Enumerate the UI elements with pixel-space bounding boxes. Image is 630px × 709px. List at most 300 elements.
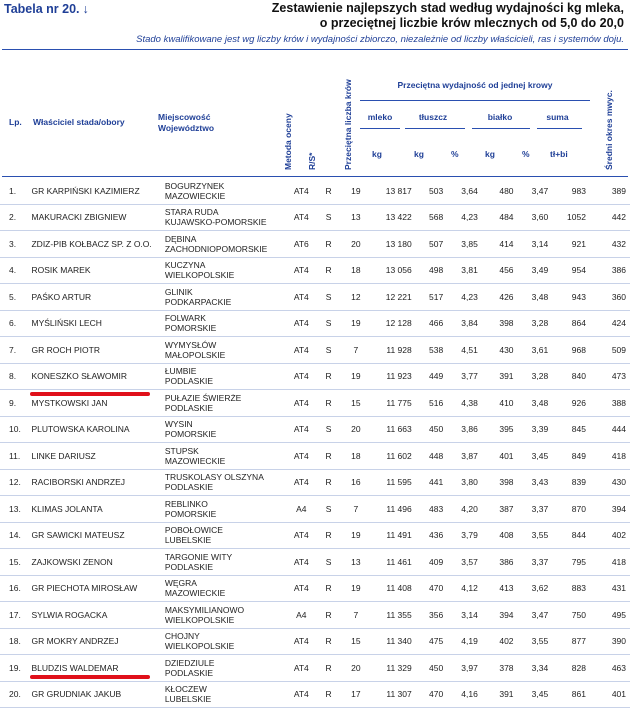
location-voivodeship: PODLASKIE	[164, 482, 214, 493]
table-row	[0, 602, 630, 629]
cell-fat-pct: 4,20	[447, 496, 482, 523]
cell-lact: 495	[590, 602, 630, 629]
cell-milk: 11 496	[372, 496, 416, 523]
cell-cows: 20	[340, 416, 371, 443]
location-town: GLINIK	[164, 286, 193, 297]
col-header-protein-unit-pct: %	[522, 149, 530, 159]
cell-owner: MYŚLIŃSKI LECH	[31, 310, 164, 337]
location-voivodeship: ZACHODNIOPOMORSKIE	[164, 243, 268, 254]
cell-rs: R	[317, 178, 340, 204]
highlight-underline-row-8	[30, 392, 150, 396]
cell-cows: 15	[340, 628, 371, 655]
cell-lact: 432	[590, 231, 630, 258]
data-table	[0, 178, 630, 708]
cell-lact: 418	[590, 443, 630, 470]
cell-location	[165, 231, 286, 258]
cell-sum: 795	[552, 549, 590, 576]
location-voivodeship: MAZOWIECKIE	[164, 190, 226, 201]
col-header-sum: suma	[546, 112, 569, 122]
cell-fat-pct: 4,51	[447, 337, 482, 364]
table-row	[0, 204, 630, 231]
cell-location	[165, 602, 286, 629]
cell-prot-pct: 3,14	[518, 231, 553, 258]
cell-fat-pct: 3,84	[447, 310, 482, 337]
cell-fat-pct: 4,16	[447, 681, 482, 708]
cell-lp: 20.	[0, 681, 31, 708]
cell-prot-pct: 3,34	[518, 655, 553, 682]
col-header-fat-unit-pct: %	[451, 149, 459, 159]
cell-milk: 11 355	[372, 602, 416, 629]
location-town: WYMYSŁÓW	[164, 339, 217, 350]
cell-fat-pct: 4,38	[447, 390, 482, 417]
cell-sum: 864	[552, 310, 590, 337]
table-row	[0, 337, 630, 364]
cell-prot-kg: 484	[482, 204, 518, 231]
cell-prot-kg: 391	[482, 363, 518, 390]
cell-fat-pct: 3,87	[447, 443, 482, 470]
location-voivodeship: KUJAWSKO-POMORSKIE	[164, 217, 267, 228]
cell-sum: 840	[552, 363, 590, 390]
cell-prot-pct: 3,37	[518, 496, 553, 523]
cell-sum: 943	[552, 284, 590, 311]
cell-fat-kg: 450	[416, 416, 447, 443]
cell-sum: 968	[552, 337, 590, 364]
table-row	[0, 496, 630, 523]
col-header-protein: białko	[487, 112, 513, 122]
cell-lp: 1.	[0, 178, 31, 204]
cell-method: AT4	[286, 337, 317, 364]
cell-location	[165, 549, 286, 576]
cell-sum: 926	[552, 390, 590, 417]
cell-lact: 509	[590, 337, 630, 364]
cell-lact: 442	[590, 204, 630, 231]
cell-fat-pct: 4,19	[447, 628, 482, 655]
cell-location	[165, 390, 286, 417]
cell-owner: GR KARPIŃSKI KAZIMIERZ	[31, 178, 164, 204]
cell-sum: 983	[552, 178, 590, 204]
cell-cows: 18	[340, 257, 371, 284]
milk-rule	[360, 128, 400, 129]
cell-cows: 7	[340, 337, 371, 364]
col-header-fat: tłuszcz	[418, 112, 448, 122]
cell-method: A4	[286, 496, 317, 523]
cell-sum: 845	[552, 416, 590, 443]
cell-cows: 19	[340, 522, 371, 549]
cell-rs: R	[317, 681, 340, 708]
cell-prot-pct: 3,45	[518, 443, 553, 470]
cell-fat-kg: 503	[416, 178, 447, 204]
cell-method: AT4	[286, 390, 317, 417]
cell-lact: 388	[590, 390, 630, 417]
cell-sum: 883	[552, 575, 590, 602]
cell-prot-pct: 3,55	[518, 628, 553, 655]
table-row	[0, 257, 630, 284]
col-header-milk-unit: kg	[372, 149, 382, 159]
table-row	[0, 628, 630, 655]
cell-cows: 19	[340, 310, 371, 337]
cell-milk: 13 422	[372, 204, 416, 231]
cell-method: AT4	[286, 178, 317, 204]
cell-rs: R	[317, 363, 340, 390]
cell-prot-kg: 398	[482, 469, 518, 496]
cell-prot-pct: 3,28	[518, 363, 553, 390]
cell-owner: LINKE DARIUSZ	[31, 443, 164, 470]
cell-milk: 12 221	[372, 284, 416, 311]
cell-location	[165, 284, 286, 311]
cell-milk: 11 775	[372, 390, 416, 417]
location-voivodeship: POMORSKIE	[164, 323, 217, 334]
location-town: FOLWARK	[164, 313, 206, 324]
cell-cows: 12	[340, 284, 371, 311]
protein-rule	[472, 128, 530, 129]
cell-milk: 11 923	[372, 363, 416, 390]
highlight-underline-row-19	[30, 675, 150, 679]
cell-lp: 19.	[0, 655, 31, 682]
cell-prot-pct: 3,39	[518, 416, 553, 443]
cell-prot-kg: 386	[482, 549, 518, 576]
cell-location	[165, 522, 286, 549]
table-number	[4, 2, 89, 16]
cell-lp: 2.	[0, 204, 31, 231]
cell-fat-pct: 4,23	[447, 204, 482, 231]
col-header-sum-unit: tł+bi	[550, 149, 568, 159]
table-row	[0, 443, 630, 470]
cell-method: A4	[286, 602, 317, 629]
cell-sum: 844	[552, 522, 590, 549]
cell-sum: 849	[552, 443, 590, 470]
cell-rs: S	[317, 310, 340, 337]
cell-location	[165, 496, 286, 523]
col-header-milk: mleko	[367, 112, 393, 122]
cell-rs: S	[317, 204, 340, 231]
table-row	[0, 469, 630, 496]
cell-fat-pct: 3,57	[447, 549, 482, 576]
cell-lact: 401	[590, 681, 630, 708]
cell-fat-pct: 4,12	[447, 575, 482, 602]
cell-prot-pct: 3,61	[518, 337, 553, 364]
location-town: WYSIN	[164, 419, 193, 430]
cell-cows: 18	[340, 443, 371, 470]
cell-prot-kg: 395	[482, 416, 518, 443]
cell-method: AT4	[286, 363, 317, 390]
cell-lp: 6.	[0, 310, 31, 337]
cell-cows: 7	[340, 602, 371, 629]
location-town: POBOŁOWICE	[164, 525, 223, 536]
table-row	[0, 575, 630, 602]
cell-sum: 828	[552, 655, 590, 682]
cell-fat-kg: 409	[416, 549, 447, 576]
location-voivodeship: PODLASKIE	[164, 667, 214, 678]
cell-prot-kg: 480	[482, 178, 518, 204]
location-town: DZIEDZIULE	[164, 657, 215, 668]
location-voivodeship: WIELKOPOLSKIE	[164, 270, 235, 281]
table-row	[0, 310, 630, 337]
location-town: DĘBINA	[164, 233, 197, 244]
cell-rs: R	[317, 469, 340, 496]
cell-prot-pct: 3,43	[518, 469, 553, 496]
cell-fat-kg: 356	[416, 602, 447, 629]
table-row	[0, 416, 630, 443]
title-line-1: Zestawienie najlepszych stad według wydajności kg mleka,	[271, 1, 624, 15]
cell-location	[165, 655, 286, 682]
col-header-lp: Lp.	[9, 117, 22, 127]
cell-fat-kg: 449	[416, 363, 447, 390]
cell-milk: 13 817	[372, 178, 416, 204]
cell-method: AT4	[286, 655, 317, 682]
cell-lp: 17.	[0, 602, 31, 629]
cell-prot-kg: 378	[482, 655, 518, 682]
location-voivodeship: MAZOWIECKIE	[164, 588, 226, 599]
cell-fat-kg: 436	[416, 522, 447, 549]
cell-milk: 11 340	[372, 628, 416, 655]
cell-method: AT4	[286, 469, 317, 496]
cell-fat-kg: 516	[416, 390, 447, 417]
cell-lact: 418	[590, 549, 630, 576]
cell-fat-kg: 507	[416, 231, 447, 258]
cell-owner: GR MOKRY ANDRZEJ	[31, 628, 164, 655]
col-header-rs: R/S*	[307, 152, 317, 170]
cell-lact: 390	[590, 628, 630, 655]
cell-milk: 13 180	[372, 231, 416, 258]
cell-milk: 12 128	[372, 310, 416, 337]
cell-lact: 431	[590, 575, 630, 602]
cell-method: AT4	[286, 522, 317, 549]
cell-prot-pct: 3,45	[518, 681, 553, 708]
col-header-protein-unit-kg: kg	[485, 149, 495, 159]
cell-fat-kg: 441	[416, 469, 447, 496]
cell-prot-kg: 413	[482, 575, 518, 602]
cell-lp: 12.	[0, 469, 31, 496]
cell-sum: 861	[552, 681, 590, 708]
cell-lp: 13.	[0, 496, 31, 523]
cell-prot-pct: 3,48	[518, 284, 553, 311]
cell-sum: 870	[552, 496, 590, 523]
cell-sum: 750	[552, 602, 590, 629]
location-voivodeship: LUBELSKIE	[164, 535, 212, 546]
cell-prot-kg: 401	[482, 443, 518, 470]
location-town: BOGURZYNEK	[164, 180, 225, 191]
location-town: STUPSK	[164, 445, 199, 456]
cell-cows: 20	[340, 655, 371, 682]
location-town: TARGONIE WITY	[164, 551, 233, 562]
cell-cows: 16	[340, 469, 371, 496]
sum-rule	[537, 128, 582, 129]
cell-milk: 11 928	[372, 337, 416, 364]
cell-fat-kg: 448	[416, 443, 447, 470]
cell-location	[165, 257, 286, 284]
cell-lp: 4.	[0, 257, 31, 284]
table-row	[0, 363, 630, 390]
cell-fat-kg: 538	[416, 337, 447, 364]
cell-lp: 10.	[0, 416, 31, 443]
cell-location	[165, 178, 286, 204]
location-voivodeship: PODLASKIE	[164, 561, 214, 572]
cell-rs: S	[317, 496, 340, 523]
cell-owner: PAŚKO ARTUR	[31, 284, 164, 311]
cell-owner: GR GRUDNIAK JAKUB	[31, 681, 164, 708]
cell-prot-pct: 3,48	[518, 390, 553, 417]
col-header-cows: Przeciętna liczba krów	[343, 79, 353, 170]
cell-lp: 15.	[0, 549, 31, 576]
cell-method: AT4	[286, 204, 317, 231]
cell-owner: ZDIZ-PIB KOŁBACZ SP. Z O.O.	[31, 231, 164, 258]
table-row	[0, 549, 630, 576]
cell-lact: 430	[590, 469, 630, 496]
cell-prot-kg: 391	[482, 681, 518, 708]
cell-prot-kg: 402	[482, 628, 518, 655]
cell-lp: 16.	[0, 575, 31, 602]
cell-fat-kg: 517	[416, 284, 447, 311]
cell-lact: 360	[590, 284, 630, 311]
location-town: WĘGRA	[164, 578, 197, 589]
cell-method: AT4	[286, 681, 317, 708]
cell-fat-pct: 3,77	[447, 363, 482, 390]
cell-lact: 424	[590, 310, 630, 337]
table-row	[0, 231, 630, 258]
cell-rs: R	[317, 628, 340, 655]
cell-prot-kg: 408	[482, 522, 518, 549]
cell-prot-pct: 3,47	[518, 178, 553, 204]
cell-fat-kg: 568	[416, 204, 447, 231]
cell-location	[165, 416, 286, 443]
cell-milk: 13 056	[372, 257, 416, 284]
cell-cows: 13	[340, 204, 371, 231]
cell-rs: R	[317, 231, 340, 258]
cell-owner: MAKURACKI ZBIGNIEW	[31, 204, 164, 231]
cell-cows: 17	[340, 681, 371, 708]
cell-location	[165, 575, 286, 602]
cell-prot-kg: 426	[482, 284, 518, 311]
cell-sum: 877	[552, 628, 590, 655]
cell-prot-kg: 387	[482, 496, 518, 523]
cell-rs: S	[317, 549, 340, 576]
cell-location	[165, 469, 286, 496]
cell-prot-pct: 3,28	[518, 310, 553, 337]
cell-rs: R	[317, 390, 340, 417]
table-number-label: Tabela nr 20.	[4, 2, 80, 16]
cell-fat-pct: 3,64	[447, 178, 482, 204]
location-voivodeship: PODLASKIE	[164, 402, 214, 413]
cell-method: AT4	[286, 284, 317, 311]
cell-fat-pct: 3,14	[447, 602, 482, 629]
cell-lact: 463	[590, 655, 630, 682]
location-town: PUŁAZIE ŚWIERŻE	[164, 392, 242, 403]
cell-fat-kg: 450	[416, 655, 447, 682]
cell-fat-kg: 475	[416, 628, 447, 655]
cell-lp: 9.	[0, 390, 31, 417]
table-row	[0, 284, 630, 311]
cell-cows: 13	[340, 549, 371, 576]
cell-location	[165, 204, 286, 231]
cell-lact: 386	[590, 257, 630, 284]
cell-sum: 954	[552, 257, 590, 284]
cell-location	[165, 363, 286, 390]
cell-fat-pct: 3,79	[447, 522, 482, 549]
location-town: KUCZYNA	[164, 260, 206, 271]
cell-method: AT4	[286, 257, 317, 284]
table-subtitle: Stado kwalifikowane jest wg liczby krów i wydajności zbiorczo, niezależnie od liczby właścicieli, ras i systemów doju.	[136, 34, 624, 45]
cell-fat-kg: 466	[416, 310, 447, 337]
cell-lp: 18.	[0, 628, 31, 655]
cell-owner: SYLWIA ROGACKA	[31, 602, 164, 629]
cell-owner: MYSTKOWSKI JAN	[31, 390, 164, 417]
col-header-lactation: Średni okres mwyc.	[604, 90, 614, 170]
cell-milk: 11 329	[372, 655, 416, 682]
header-bottom-rule	[2, 176, 628, 177]
cell-owner: ROSIK MAREK	[31, 257, 164, 284]
cell-location	[165, 681, 286, 708]
table-row	[0, 681, 630, 708]
cell-owner: GR ROCH PIOTR	[31, 337, 164, 364]
table-title	[184, 1, 624, 31]
cell-rs: R	[317, 257, 340, 284]
cell-fat-pct: 4,23	[447, 284, 482, 311]
cell-method: AT6	[286, 231, 317, 258]
location-town: STARA RUDA	[164, 207, 219, 218]
cell-rs: R	[317, 522, 340, 549]
cell-lp: 8.	[0, 363, 31, 390]
cell-milk: 11 602	[372, 443, 416, 470]
location-voivodeship: MAZOWIECKIE	[164, 455, 226, 466]
cell-prot-kg: 414	[482, 231, 518, 258]
location-town: KŁOCZEW	[164, 684, 207, 695]
cell-prot-pct: 3,49	[518, 257, 553, 284]
cell-lp: 11.	[0, 443, 31, 470]
cell-milk: 11 491	[372, 522, 416, 549]
cell-owner: KLIMAS JOLANTA	[31, 496, 164, 523]
cell-lp: 7.	[0, 337, 31, 364]
location-voivodeship: MAŁOPOLSKIE	[164, 349, 226, 360]
cell-location	[165, 628, 286, 655]
cell-milk: 11 595	[372, 469, 416, 496]
cell-owner: GR PIECHOTA MIROSŁAW	[31, 575, 164, 602]
location-town: ŁUMBIE	[164, 366, 197, 377]
cell-method: AT4	[286, 549, 317, 576]
cell-prot-pct: 3,47	[518, 602, 553, 629]
location-town: TRUSKOLASY OLSZYNA	[164, 472, 264, 483]
cell-prot-kg: 410	[482, 390, 518, 417]
cell-rs: S	[317, 284, 340, 311]
cell-prot-kg: 394	[482, 602, 518, 629]
location-town: MAKSYMILIANOWO	[164, 604, 245, 615]
location-voivodeship: PODKARPACKIE	[164, 296, 232, 307]
cell-prot-pct: 3,60	[518, 204, 553, 231]
col-header-yield-group: Przeciętna wydajność od jednej krowy	[397, 80, 553, 90]
cell-location	[165, 443, 286, 470]
cell-lp: 3.	[0, 231, 31, 258]
cell-fat-pct: 3,85	[447, 231, 482, 258]
cell-lact: 394	[590, 496, 630, 523]
cell-owner: ZAJKOWSKI ZENON	[31, 549, 164, 576]
cell-method: AT4	[286, 310, 317, 337]
col-header-owner: Właściciel stada/obory	[33, 117, 125, 127]
cell-fat-kg: 470	[416, 575, 447, 602]
cell-method: AT4	[286, 416, 317, 443]
cell-rs: S	[317, 337, 340, 364]
cell-prot-kg: 456	[482, 257, 518, 284]
cell-owner: PLUTOWSKA KAROLINA	[31, 416, 164, 443]
cell-prot-pct: 3,62	[518, 575, 553, 602]
yield-group-rule	[360, 100, 590, 101]
cell-owner: GR SAWICKI MATEUSZ	[31, 522, 164, 549]
header-top-rule	[2, 49, 628, 50]
cell-lp: 14.	[0, 522, 31, 549]
col-header-method: Metoda oceny	[283, 113, 293, 170]
location-voivodeship: WIELKOPOLSKIE	[164, 641, 235, 652]
cell-prot-kg: 430	[482, 337, 518, 364]
cell-lact: 473	[590, 363, 630, 390]
cell-location	[165, 337, 286, 364]
